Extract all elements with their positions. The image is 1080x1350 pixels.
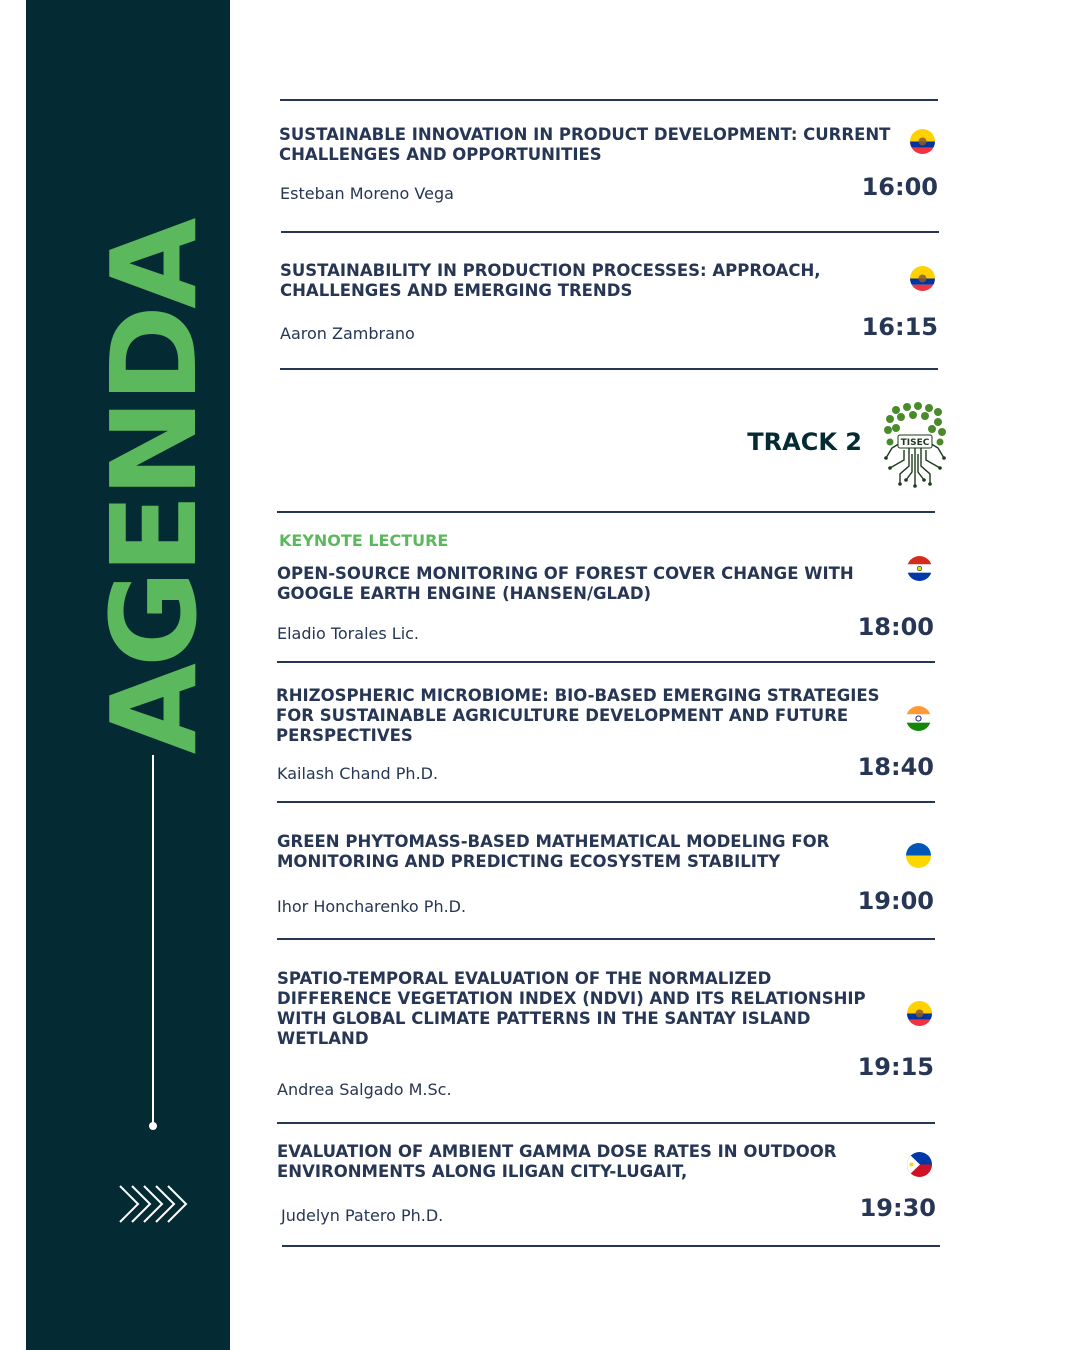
session-time: 19:00 [857,887,934,915]
session-time: 16:00 [861,173,938,201]
session-title: RHIZOSPHERIC MICROBIOME: BIO-BASED EMERGING STRATEGIES FOR SUSTAINABLE AGRICULTURE DEVELOPMENT AND FUTURE PERSPECTIVES [276,686,880,745]
divider [280,368,938,370]
divider [277,1122,935,1124]
divider [282,1245,940,1247]
agenda-heading: AGENDA [85,221,223,755]
speaker-name: Kailash Chand Ph.D. [277,764,439,783]
paraguay-flag-icon [907,556,932,581]
keynote-label: KEYNOTE LECTURE [279,531,449,550]
ecuador-flag-icon [910,129,935,154]
speaker-name: Esteban Moreno Vega [280,184,454,203]
philippines-flag-icon [907,1152,932,1177]
divider [277,801,935,803]
ukraine-flag-icon [906,843,931,868]
india-flag-icon [906,706,931,731]
session-time: 19:30 [859,1194,936,1222]
session-time: 18:00 [857,613,934,641]
timeline-line [152,755,154,1125]
session-title: GREEN PHYTOMASS-BASED MATHEMATICAL MODELING FOR MONITORING AND PREDICTING ECOSYSTEM STABILITY [277,832,830,871]
divider [277,938,935,940]
session-title: OPEN-SOURCE MONITORING OF FOREST COVER CHANGE WITH GOOGLE EARTH ENGINE (HANSEN/GLAD) [277,564,854,603]
speaker-name: Eladio Torales Lic. [277,624,420,643]
session-time: 16:15 [861,313,938,341]
speaker-name: Aaron Zambrano [280,324,415,343]
session-title: SPATIO-TEMPORAL EVALUATION OF THE NORMALIZED DIFFERENCE VEGETATION INDEX (NDVI) AND ITS RELATIONSHIP WITH GLOBAL CLIMATE PATTERNS IN THE SANTAY ISLAND WETLAND [277,969,866,1048]
chevron-right-icon [118,1184,188,1228]
speaker-name: Ihor Honcharenko Ph.D. [277,897,467,916]
session-time: 18:40 [857,753,934,781]
divider [277,661,935,663]
divider [281,231,939,233]
session-title: SUSTAINABLE INNOVATION IN PRODUCT DEVELOPMENT: CURRENT CHALLENGES AND OPPORTUNITIES [279,125,891,164]
ecuador-flag-icon [907,1001,932,1026]
divider [277,511,935,513]
speaker-name: Judelyn Patero Ph.D. [281,1206,444,1225]
session-title: EVALUATION OF AMBIENT GAMMA DOSE RATES IN OUTDOOR ENVIRONMENTS ALONG ILIGAN CITY-LUGAIT, [277,1142,837,1181]
speaker-name: Andrea Salgado M.Sc. [277,1080,452,1099]
divider [280,99,938,101]
session-time: 19:15 [857,1053,934,1081]
track-label: TRACK 2 [747,428,862,456]
logo-text: TISEC [900,438,930,448]
timeline-dot [149,1122,157,1130]
tisec-logo [882,402,948,492]
ecuador-flag-icon [910,266,935,291]
session-title: SUSTAINABILITY IN PRODUCTION PROCESSES: APPROACH, CHALLENGES AND EMERGING TRENDS [280,261,821,300]
